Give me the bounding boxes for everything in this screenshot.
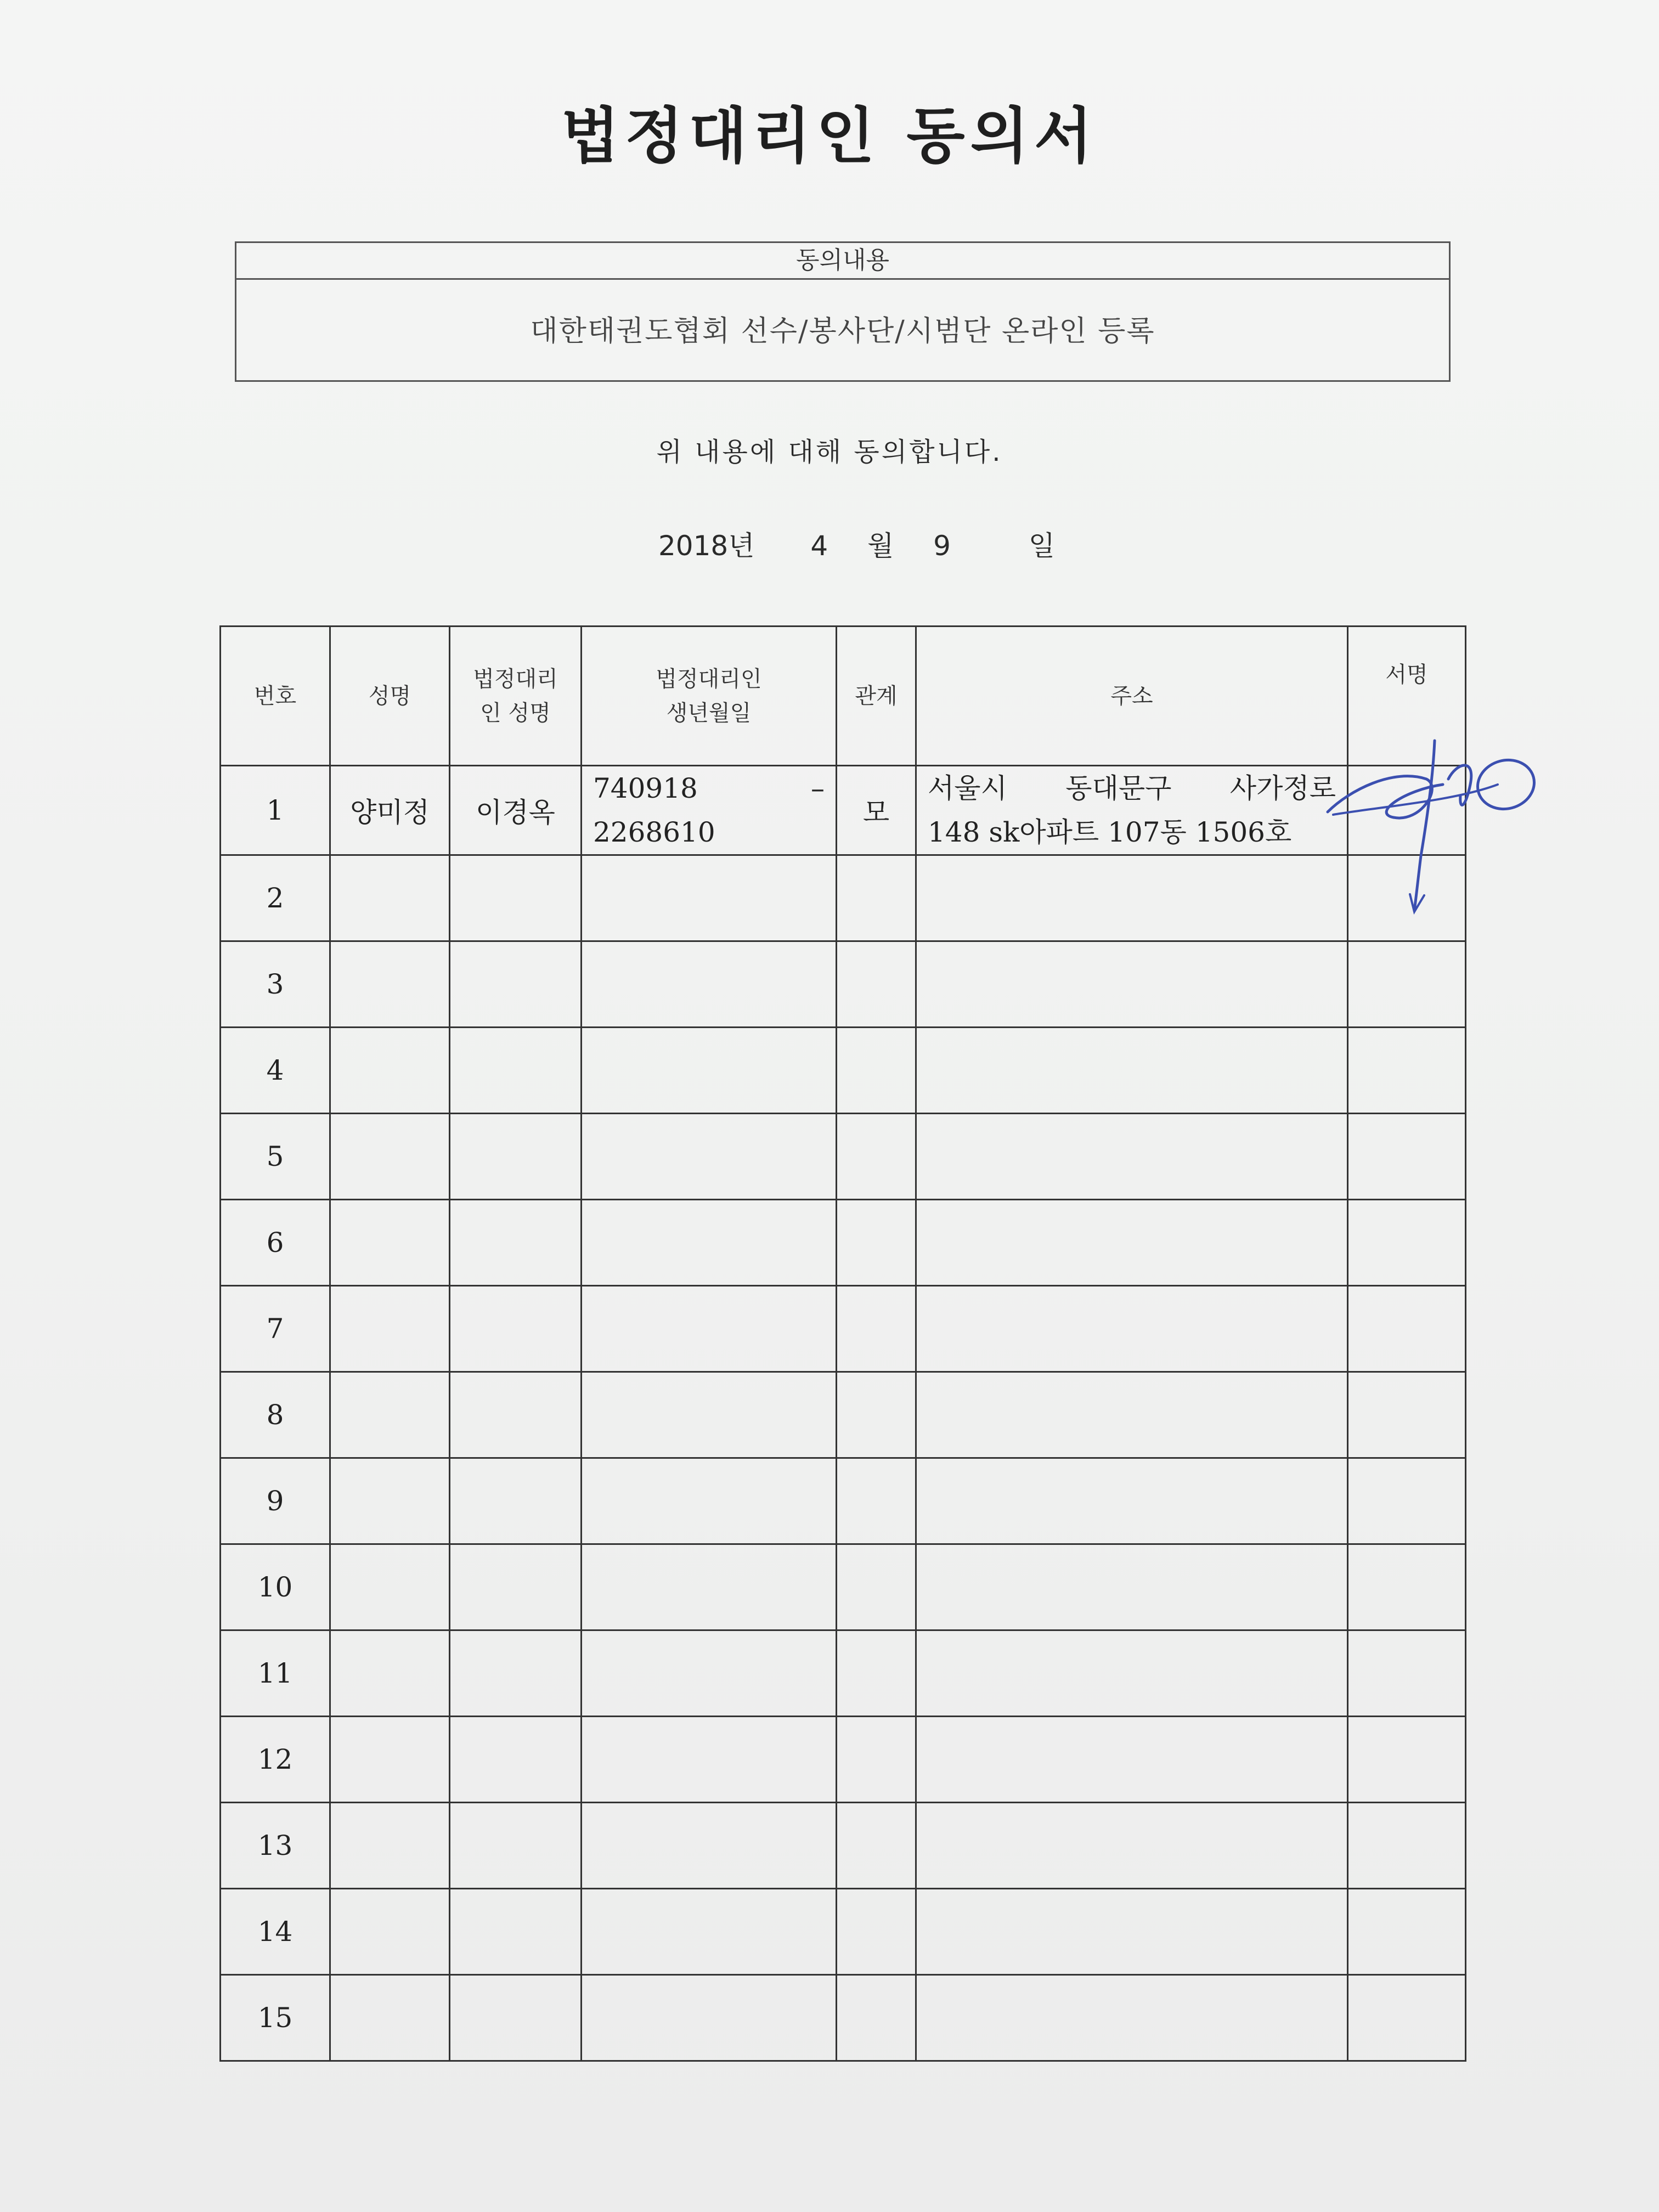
cell-name — [330, 1458, 450, 1544]
cell-guardian-name: 이경옥 — [450, 766, 582, 855]
cell-guardian-birth — [582, 1372, 837, 1458]
signer-table — [219, 625, 1466, 2062]
date-day-value: 9 — [933, 530, 951, 562]
cell-name — [330, 855, 450, 941]
cell-guardian-name — [450, 1200, 582, 1286]
consent-header: 동의내용 — [236, 243, 1449, 280]
cell-guardian-name — [450, 1803, 582, 1889]
cell-address — [916, 1286, 1348, 1372]
cell-guardian-birth — [582, 1458, 837, 1544]
cell-guardian-name — [450, 1889, 582, 1975]
table-row — [221, 855, 1466, 941]
cell-address — [916, 941, 1348, 1028]
header-number: 번호 — [221, 627, 330, 766]
birth-dash: – — [811, 772, 825, 804]
consent-text: 대한태권도협회 선수/봉사단/시범단 온라인 등록 — [530, 315, 1155, 348]
cell-relation — [837, 1975, 916, 2061]
cell-address — [916, 1889, 1348, 1975]
cell-guardian-birth — [582, 1803, 837, 1889]
table-row — [221, 1200, 1466, 1286]
header-relation: 관계 — [837, 627, 916, 766]
cell-relation — [837, 1630, 916, 1717]
date-month-value: 4 — [810, 530, 828, 562]
table-row — [221, 1372, 1466, 1458]
cell-name — [330, 1200, 450, 1286]
cell-name — [330, 1286, 450, 1372]
cell-guardian-birth — [582, 1717, 837, 1803]
cell-relation — [837, 1028, 916, 1114]
cell-guardian-birth — [582, 766, 837, 855]
cell-number: 9 — [221, 1458, 330, 1544]
cell-guardian-name — [450, 1372, 582, 1458]
header-guardian-birth: 법정대리인 생년월일 — [582, 627, 837, 766]
cell-number: 7 — [221, 1286, 330, 1372]
cell-name — [330, 1372, 450, 1458]
table-row — [221, 1889, 1466, 1975]
header-guardian-name: 법정대리인 성명 — [450, 627, 582, 766]
cell-relation — [837, 1803, 916, 1889]
table-row — [221, 766, 1466, 855]
cell-guardian-name — [450, 941, 582, 1028]
cell-signature — [1348, 941, 1466, 1028]
cell-guardian-name — [450, 1975, 582, 2061]
birth-back: 2268610 — [593, 816, 715, 848]
cell-signature — [1348, 1114, 1466, 1200]
agree-statement: 위 내용에 대해 동의합니다. — [656, 437, 1003, 467]
table-row — [221, 1975, 1466, 2061]
table-row — [221, 1458, 1466, 1544]
cell-signature — [1348, 1975, 1466, 2061]
birth-front: 740918 — [593, 772, 698, 804]
cell-guardian-birth — [582, 1630, 837, 1717]
table-row — [221, 1286, 1466, 1372]
cell-number: 2 — [221, 855, 330, 941]
cell-relation — [837, 1200, 916, 1286]
cell-name — [330, 941, 450, 1028]
cell-relation — [837, 1372, 916, 1458]
cell-address — [916, 1114, 1348, 1200]
cell-relation — [837, 1544, 916, 1630]
cell-signature — [1348, 1458, 1466, 1544]
table-row — [221, 941, 1466, 1028]
cell-guardian-name — [450, 1114, 582, 1200]
cell-number: 10 — [221, 1544, 330, 1630]
cell-number: 5 — [221, 1114, 330, 1200]
header-address: 주소 — [916, 627, 1348, 766]
cell-guardian-name — [450, 1630, 582, 1717]
address-part: 서울시 — [928, 772, 1007, 804]
cell-guardian-birth — [582, 1975, 837, 2061]
cell-relation — [837, 1717, 916, 1803]
date-year: 2018년 — [658, 530, 755, 562]
cell-signature — [1348, 1372, 1466, 1458]
cell-address — [916, 1028, 1348, 1114]
cell-signature — [1348, 1544, 1466, 1630]
cell-name — [330, 1630, 450, 1717]
cell-address — [916, 766, 1348, 855]
cell-number: 12 — [221, 1717, 330, 1803]
cell-number: 15 — [221, 1975, 330, 2061]
cell-signature — [1348, 1028, 1466, 1114]
cell-address — [916, 855, 1348, 941]
cell-signature — [1348, 1889, 1466, 1975]
cell-guardian-birth — [582, 1889, 837, 1975]
cell-guardian-birth — [582, 941, 837, 1028]
cell-guardian-birth — [582, 1544, 837, 1630]
address-part: 동대문구 — [1065, 772, 1172, 804]
cell-name — [330, 1803, 450, 1889]
cell-name — [330, 1114, 450, 1200]
cell-address — [916, 1458, 1348, 1544]
cell-guardian-birth — [582, 855, 837, 941]
table-row — [221, 1630, 1466, 1717]
cell-signature — [1348, 1200, 1466, 1286]
cell-guardian-birth — [582, 1286, 837, 1372]
cell-relation — [837, 1114, 916, 1200]
date-day-unit: 일 — [1028, 530, 1056, 562]
address-part: 사가정로 — [1229, 772, 1336, 804]
cell-number: 11 — [221, 1630, 330, 1717]
date-line — [658, 524, 1055, 563]
cell-guardian-name — [450, 1717, 582, 1803]
cell-guardian-name — [450, 1286, 582, 1372]
cell-signature — [1348, 1630, 1466, 1717]
address-line2: 148 sk아파트 107동 1506호 — [928, 816, 1292, 848]
cell-name: 양미정 — [330, 766, 450, 855]
cell-name — [330, 1717, 450, 1803]
cell-number: 3 — [221, 941, 330, 1028]
cell-relation — [837, 1458, 916, 1544]
cell-address — [916, 1544, 1348, 1630]
cell-name — [330, 1028, 450, 1114]
cell-number: 1 — [221, 766, 330, 855]
date-month-unit: 월 — [867, 530, 894, 562]
cell-address — [916, 1717, 1348, 1803]
cell-relation — [837, 941, 916, 1028]
cell-name — [330, 1889, 450, 1975]
table-header-row — [221, 627, 1466, 766]
document-title: 법정대리인 동의서 — [561, 101, 1098, 171]
cell-guardian-birth — [582, 1028, 837, 1114]
cell-relation: 모 — [837, 766, 916, 855]
cell-signature — [1348, 1803, 1466, 1889]
table-row — [221, 1803, 1466, 1889]
cell-address — [916, 1975, 1348, 2061]
cell-guardian-name — [450, 1544, 582, 1630]
table-row — [221, 1114, 1466, 1200]
cell-relation — [837, 855, 916, 941]
cell-address — [916, 1200, 1348, 1286]
cell-guardian-birth — [582, 1200, 837, 1286]
cell-name — [330, 1975, 450, 2061]
header-signature: 서명 — [1348, 627, 1466, 766]
table-row — [221, 1544, 1466, 1630]
consent-box — [235, 241, 1451, 382]
cell-relation — [837, 1889, 916, 1975]
cell-guardian-birth — [582, 1114, 837, 1200]
cell-address — [916, 1630, 1348, 1717]
cell-number: 6 — [221, 1200, 330, 1286]
table-row — [221, 1028, 1466, 1114]
table-row — [221, 1717, 1466, 1803]
cell-guardian-name — [450, 1028, 582, 1114]
cell-name — [330, 1544, 450, 1630]
cell-number: 13 — [221, 1803, 330, 1889]
cell-address — [916, 1372, 1348, 1458]
signature-mark — [1317, 697, 1547, 916]
cell-signature — [1348, 1286, 1466, 1372]
cell-address — [916, 1803, 1348, 1889]
header-name: 성명 — [330, 627, 450, 766]
cell-number: 14 — [221, 1889, 330, 1975]
cell-guardian-name — [450, 855, 582, 941]
cell-guardian-name — [450, 1458, 582, 1544]
cell-number: 4 — [221, 1028, 330, 1114]
cell-signature — [1348, 1717, 1466, 1803]
cell-number: 8 — [221, 1372, 330, 1458]
cell-relation — [837, 1286, 916, 1372]
